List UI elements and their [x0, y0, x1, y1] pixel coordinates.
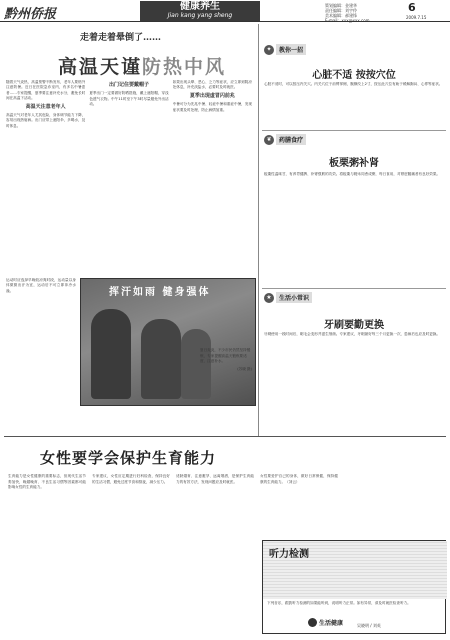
page-header: [0, 0, 450, 22]
editor-info-line: 责任编辑：刘宇伶: [325, 8, 357, 13]
page-number: 6: [408, 1, 416, 14]
listen-title: 听力检测: [269, 549, 309, 560]
section-subtitle: Jian kang yang sheng: [167, 12, 233, 19]
article-paragraph: 高温天气对老年人尤其危险，身体调节能力下降，容易出现热射病。出门应带上遮阳伞，多喝水，及时休息。: [6, 113, 86, 128]
footer-logo: [308, 618, 343, 627]
editor-info-line: 策划编辑：金建华: [325, 3, 357, 8]
column-divider: [258, 24, 259, 436]
section-label-text: 药膳食疗: [276, 134, 306, 145]
person-silhouette: [141, 319, 181, 399]
masthead: 黔州侨报: [4, 7, 57, 22]
article-column: [173, 80, 252, 270]
issue-date: 2009.7.15: [406, 15, 427, 20]
editor-info-line: E-mail：xxx@xxx.com: [325, 18, 370, 23]
horizontal-rule: [4, 436, 446, 437]
side-title: 板栗粥补肾: [329, 158, 379, 169]
section-label-text: 生活小常识: [276, 292, 312, 303]
section-rule: [262, 130, 446, 131]
article-subhead: 夏季出现虚冒闪前兆: [189, 92, 235, 99]
section-label: [264, 292, 312, 303]
article-subhead: 高温天注意老年人: [25, 103, 66, 110]
headline-light: 防热中风: [142, 56, 227, 78]
bottom-headline: 女性要学会保护生育能力: [40, 449, 217, 467]
listen-note: 下列音乐，跟我听力检测的如果能听到，说明听力正常。如有异常，请及时就医检查听力。: [267, 601, 411, 605]
headline-dark: 高温天谨: [58, 56, 143, 78]
leaf-icon: ❦: [264, 135, 274, 145]
article-paragraph: 随着天气炎热，高温预警不断发布，老年人要格外注意防暑。近日在医院急诊室内，有多名中暑患者……专家提醒，夏季要注意补充水分，避免长时间在高温下活动。: [6, 80, 86, 101]
article-paragraph: 如果出现头晕、恶心、乏力等症状，应立即到阴凉处休息，补充淡盐水，必要时及时就医。: [172, 80, 252, 90]
photo-credit: (苏晓 摄): [237, 366, 252, 371]
article-body: [6, 80, 252, 270]
section-label: [264, 134, 306, 145]
section-label-text: 教你一招: [276, 44, 306, 55]
bullet-icon: ✦: [264, 45, 274, 55]
side-title: 牙刷要勤更换: [324, 320, 384, 331]
article-column: 生育能力是女性健康的重要标志，但现代生活节奏加快，晚婚晚育、不良生活习惯等因素都可能影响女性的生育能力。: [8, 474, 86, 490]
editor-info-line: 美术编辑：郝建锋: [325, 13, 357, 18]
side-body: 心脏不适时，可以按压内关穴。内关穴位于前臂掌侧，腕横纹上2寸，按压此穴位有助于缓解胸闷、心悸等症状。: [264, 82, 443, 86]
photo-title: 挥汗如雨 健身强体: [109, 287, 211, 298]
article-paragraph: 运动时应选择早晚较凉爽时段，运动量以身体微微出汗为宜，运动后不可立即冲冷水澡。: [6, 278, 76, 293]
side-body: 牙刷使用一段时间后，刷毛会变形并滋生细菌。专家建议，牙刷最好每三个月更换一次，患病后也应及时更换。: [264, 332, 441, 336]
side-title: 心脏不适 按按穴位: [312, 70, 396, 81]
article-column: [6, 80, 85, 270]
article-headline: [58, 52, 226, 79]
star-icon: ★: [264, 293, 274, 303]
article-column: 适龄婚育、注意避孕、远离烟酒，是保护生育能力的有效方法，发现问题应及时就医。: [176, 474, 254, 484]
footer-logo-text: 生活健康: [319, 620, 344, 627]
section-band: [140, 1, 260, 21]
article-column: 女性要爱护自己的身体，做好日常保健，保持健康的生育能力。（刘云）: [260, 474, 338, 484]
section-title: 健康养生: [180, 1, 220, 12]
listen-credit: 吴晓明 / 刘英: [357, 623, 381, 628]
section-label: [264, 44, 306, 55]
editor-info: [325, 3, 403, 23]
article-column: [89, 80, 168, 270]
article-paragraph: 中暑可分为先兆中暑、轻症中暑和重症中暑，发现症状要及时处理，防止病情加重。: [172, 102, 252, 112]
side-body: 板栗性温味甘，有养胃健脾、补肾强筋的功效。将板栗与粳米同煮成粥，每日食用，对肾虚腰痛者有良好效果。: [264, 172, 441, 176]
section-rule: [262, 288, 446, 289]
listen-test-box: [262, 540, 446, 634]
photo-caption: [200, 348, 252, 418]
article-column: 专家建议，女性应定期进行妇科检查，保持良好的生活习惯，避免过度节食和熬夜，减少压力。: [92, 474, 170, 484]
article-kicker: 走着走着晕倒了……: [80, 33, 162, 43]
article-paragraph: 夏季出门一定要做好防晒措施，戴上遮阳帽，穿浅色透气衣物。中午11时至下午3时尽量避免外出活动。: [89, 91, 169, 107]
article-subhead: 出门记住要戴帽子: [108, 82, 149, 88]
caption-text: 夏日炎炎，不少市民仍然坚持锻炼，专家提醒高温天锻炼要适度，注意补水。: [200, 348, 251, 364]
logo-icon: [308, 618, 317, 627]
person-silhouette: [91, 309, 131, 399]
